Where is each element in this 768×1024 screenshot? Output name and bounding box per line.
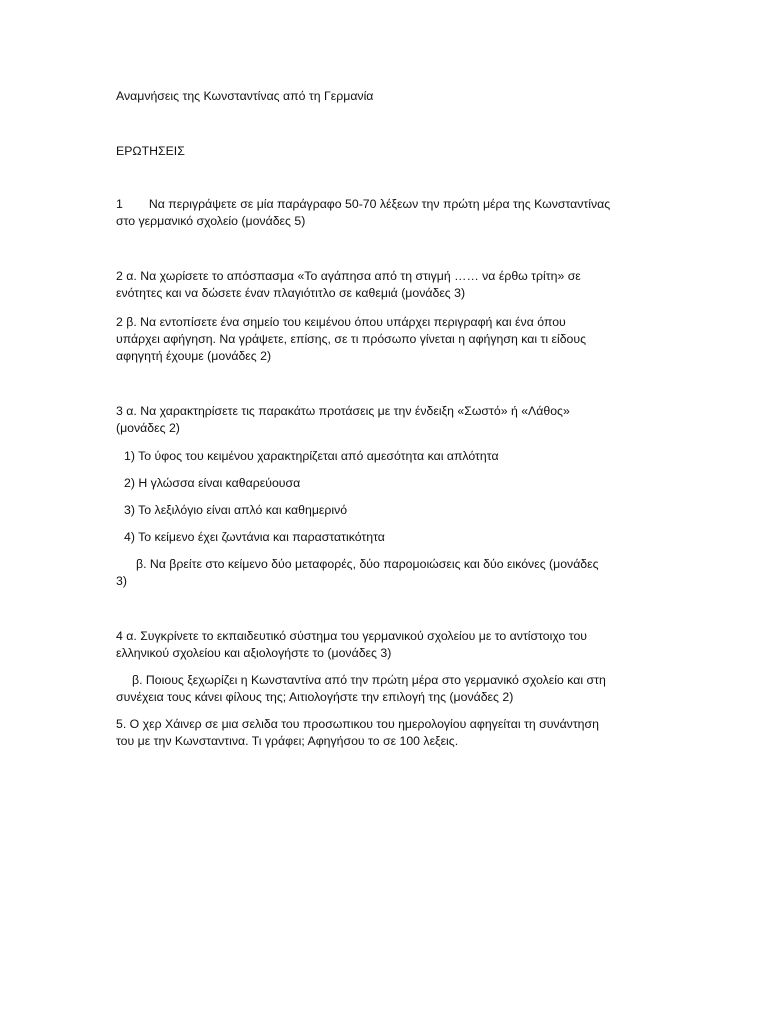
question-4a-line-2: ελληνικού σχολείου και αξιολογήστε το (μονάδες 3) bbox=[116, 646, 392, 660]
question-3-item-1 bbox=[124, 448, 664, 465]
question-3b-line-1: β. Να βρείτε στο κείμενο δύο μεταφορές, δύο παρομοιώσεις και δύο εικόνες (μονάδες bbox=[136, 557, 599, 571]
question-3-item-3 bbox=[124, 502, 664, 519]
question-3-item-2 bbox=[124, 475, 664, 492]
question-1-line-1 bbox=[116, 196, 656, 213]
question-1-text: Να περιγράψετε σε μία παράγραφο 50-70 λέξεων την πρώτη μέρα της Κωνσταντίνας bbox=[148, 197, 611, 211]
question-2b-line-2: υπάρχει αφήγηση. Να γράψετε, επίσης, σε τι πρόσωπο γίνεται η αφήγηση και τι είδους bbox=[116, 332, 587, 346]
question-3a-line-2: (μονάδες 2) bbox=[116, 421, 180, 435]
question-1-line-2: στο γερμανικό σχολείο (μονάδες 5) bbox=[116, 214, 306, 228]
document-title-text: Αναμνήσεις της Κωνσταντίνας από τη Γερμανία bbox=[116, 89, 374, 103]
question-3-item-text: 1) Το ύφος του κειμένου χαρακτηρίζεται από αμεσότητα και απλότητα bbox=[124, 449, 499, 463]
question-5 bbox=[116, 716, 656, 750]
question-1-number: 1 bbox=[116, 197, 123, 211]
question-3b bbox=[116, 556, 656, 590]
question-5-line-2: του με την Κωνσταντινα. Τι γράφει; Αφηγήσου το σε 100 λεξεις. bbox=[116, 734, 459, 748]
question-4b-line-1: β. Ποιους ξεχωρίζει η Κωνσταντίνα από την πρώτη μέρα στο γερμανικό σχολείο και στη bbox=[132, 673, 606, 687]
question-3-item-text: 2) Η γλώσσα είναι καθαρεύουσα bbox=[124, 476, 301, 490]
question-4a bbox=[116, 628, 656, 662]
question-3a-line-1: 3 α. Να χαρακτηρίσετε τις παρακάτω προτάσεις με την ένδειξη «Σωστό» ή «Λάθος» bbox=[116, 404, 570, 418]
questions-heading-text: ΕΡΩΤΗΣΕΙΣ bbox=[116, 144, 185, 158]
questions-heading bbox=[116, 143, 656, 160]
question-2b bbox=[116, 314, 656, 365]
question-2b-line-3: αφηγητή έχουμε (μονάδες 2) bbox=[116, 349, 272, 363]
question-3-item-text: 4) Το κείμενο έχει ζωντάνια και παραστατικότητα bbox=[124, 530, 385, 544]
question-3-item-4 bbox=[124, 529, 664, 546]
question-2a-line-2: ενότητες και να δώσετε έναν πλαγιότιτλο σε καθεμιά (μονάδες 3) bbox=[116, 286, 466, 300]
document-title bbox=[116, 88, 656, 105]
question-3b-line-2: 3) bbox=[116, 574, 127, 588]
question-4b-line-2: συνέχεια τους κάνει φίλους της; Αιτιολογήστε την επιλογή της (μονάδες 2) bbox=[116, 690, 514, 704]
question-2a bbox=[116, 268, 656, 302]
question-4a-line-1: 4 α. Συγκρίνετε το εκπαιδευτικό σύστημα του γερμανικού σχολείου με το αντίστοιχο του bbox=[116, 629, 588, 643]
question-1 bbox=[116, 196, 656, 230]
question-3-item-text: 3) Το λεξιλόγιο είναι απλό και καθημερινό bbox=[124, 503, 348, 517]
question-3a bbox=[116, 403, 656, 437]
question-2b-line-1: 2 β. Να εντοπίσετε ένα σημείο του κειμένου όπου υπάρχει περιγραφή και ένα όπου bbox=[116, 315, 566, 329]
question-4b bbox=[116, 672, 656, 706]
question-2a-line-1: 2 α. Να χωρίσετε το απόσπασμα «Το αγάπησα από τη στιγμή …… να έρθω τρίτη» σε bbox=[116, 269, 581, 283]
question-5-line-1: 5. Ο χερ Χάινερ σε μια σελιδα του προσωπικου του ημερολογίου αφηγείται τη συνάντηση bbox=[116, 717, 599, 731]
